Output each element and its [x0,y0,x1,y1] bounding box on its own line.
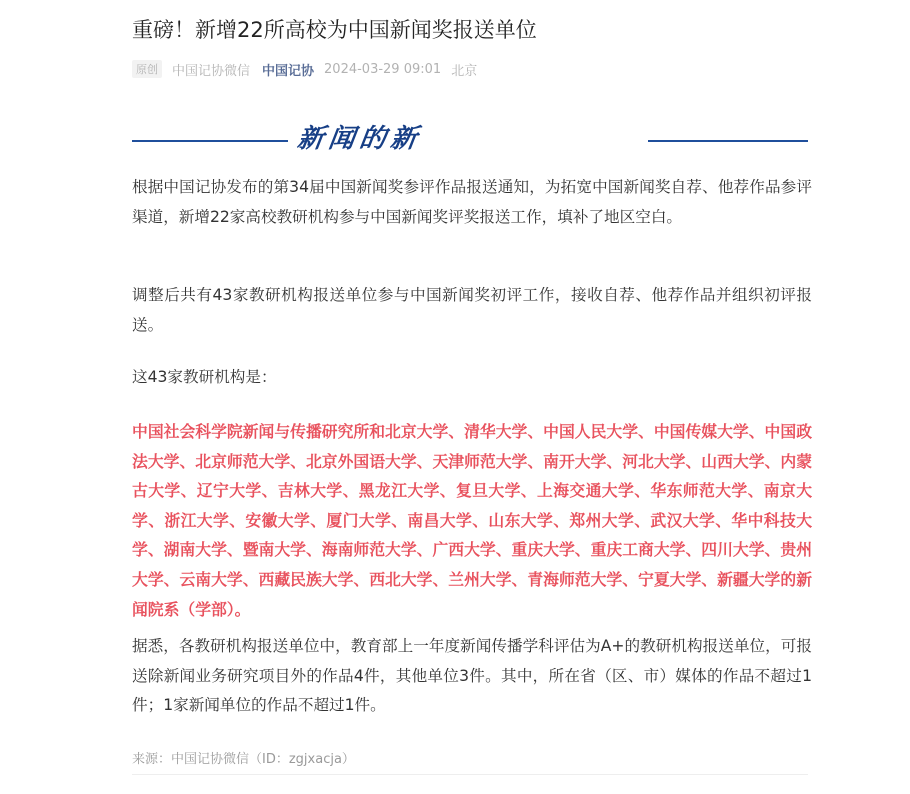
original-badge: 原创 [132,60,162,78]
section-banner [132,112,808,160]
banner-line-left [132,140,288,142]
publish-location: 北京 [451,63,478,79]
institution-list: 中国社会科学院新闻与传播研究所和北京大学、清华大学、中国人民大学、中国传媒大学、中国政法大学、北京师范大学、北京外国语大学、天津师范大学、南开大学、河北大学、山西大学、内蒙古大学、辽宁大学、吉林大学、黑龙江大学、复旦大学、上海交通大学、华东师范大学、南京大学、浙江大学、安徽大学、厦门大学、南昌大学、山东大学、郑州大学、武汉大学、华中科技大学、湖南大学、暨南大学、海南师范大学、广西大学、重庆大学、重庆工商大学、四川大学、贵州大学、云南大学、西藏民族大学、西北大学、兰州大学、青海师范大学、宁夏大学、新疆大学的新闻院系（学部）。 [132,422,812,619]
footer-divider [132,774,808,775]
article-meta [132,59,477,79]
banner-line-right [648,140,808,142]
paragraph-adjustment: 调整后共有43家教研机构报送单位参与中国新闻奖初评工作，接收自荐、他荐作品并组织初评报送。 [132,286,812,334]
article-title: 重磅！新增22所高校为中国新闻奖报送单位 [132,18,537,42]
paragraph-intro: 根据中国记协发布的第34届中国新闻奖参评作品报送通知，为拓宽中国新闻奖自荐、他荐作品参评渠道，新增22家高校教研机构参与中国新闻奖评奖报送工作，填补了地区空白。 [132,178,812,226]
publish-date: 2024-03-29 09:01 [324,61,442,77]
paragraph-list-intro: 这43家教研机构是： [132,368,277,386]
source-credit: 来源：中国记协微信（ID：zgjxacja） [132,752,355,767]
banner-title: 新闻的新 [295,124,424,154]
author-name: 中国记协微信 [172,63,251,79]
paragraph-rules: 据悉，各教研机构报送单位中，教育部上一年度新闻传播学科评估为A+的教研机构报送单位，可报送除新闻业务研究项目外的作品4件，其他单位3件。其中，所在省（区、市）媒体的作品不超过1件；1家新闻单位的作品不超过1件。 [132,637,812,715]
account-link[interactable]: 中国记协 [262,63,315,79]
